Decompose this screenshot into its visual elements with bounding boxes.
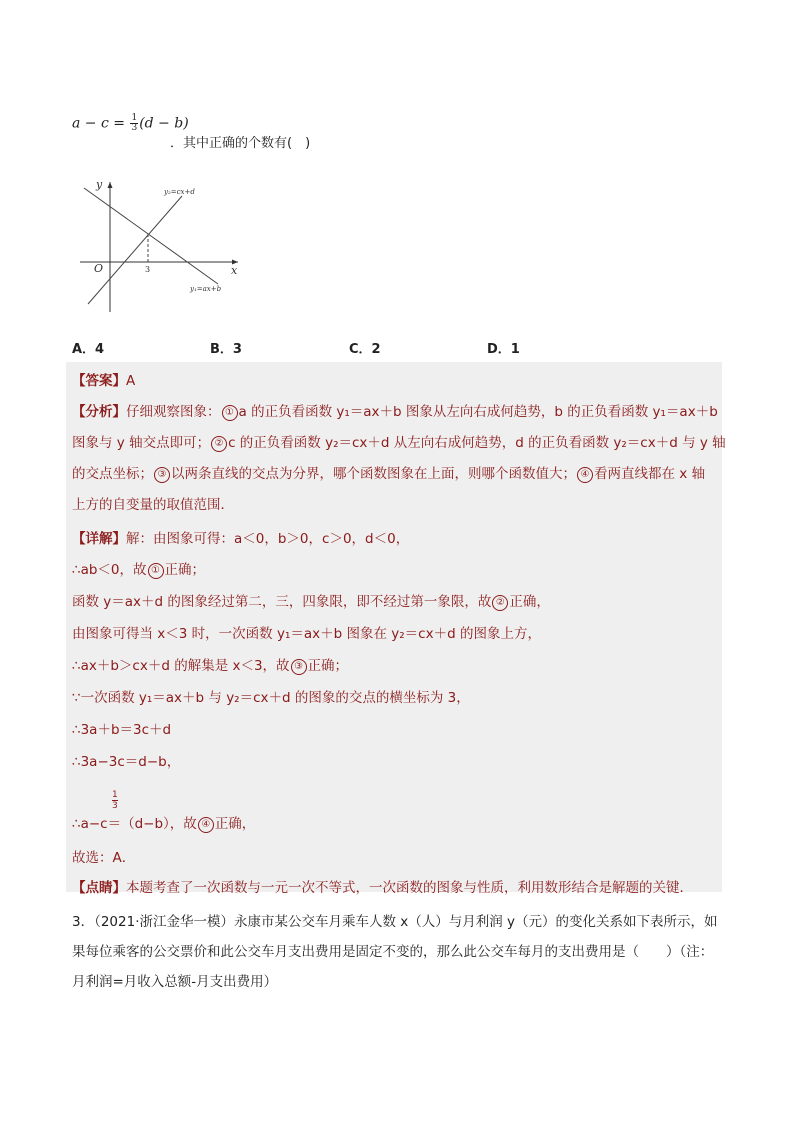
line-y1	[84, 188, 218, 284]
detail-line-3	[72, 590, 550, 611]
detail-text: 正确；	[307, 658, 349, 674]
answer-value: A	[126, 373, 136, 389]
circled-number: ②	[211, 436, 227, 452]
question-3-line-1: 3．（2021·浙江金华一模）永康市某公交车月乘车人数 x（人）与月利润 y（元）的变化关系如下表所示，如	[72, 914, 718, 930]
detail-text: 正确，	[214, 816, 256, 832]
detail-line-8: ∴3a−3c＝d−b，	[72, 754, 181, 770]
detail-line-7: ∴3a＋b＝3c＋d	[72, 722, 172, 738]
detail-text: 解：由图象可得：a＜0，b＞0，c＞0，d＜0，	[126, 531, 410, 547]
analysis-text: 仔细观察图象：	[126, 404, 221, 420]
analysis-text: 图象与 y 轴交点即可；	[72, 435, 211, 451]
line-y1-label: y₁=ax+b	[190, 285, 222, 293]
answer-line	[72, 369, 135, 389]
analysis-line-3	[72, 462, 705, 483]
detail-text: 函数 y＝ax＋d 的图象经过第二，三，四象限，即不经过第一象限，故	[72, 594, 492, 610]
analysis-line-2	[72, 431, 726, 452]
fraction-denominator: 3	[112, 801, 118, 811]
detail-line-4: 由图象可得当 x＜3 时，一次函数 y₁＝ax＋b 图象在 y₂＝cx＋d 的图象上方，	[72, 626, 541, 642]
detail-line-9	[72, 812, 255, 833]
analysis-tag: 【分析】	[72, 404, 126, 420]
y-axis-label: y	[96, 178, 103, 191]
analysis-text: 的交点坐标；	[72, 466, 153, 482]
circled-number: ③	[291, 659, 307, 675]
question-3-line-2: 果每位乘客的公交票价和此公交车月支出费用是固定不变的，那么此公交车每月的支出费用是（ ）（注：	[72, 944, 714, 960]
formula-right: (d − b)	[139, 115, 189, 132]
choice-b[interactable]: B．3	[210, 342, 242, 357]
question-formula	[72, 114, 189, 133]
analysis-text: 看两直线都在 x 轴	[594, 466, 706, 482]
circled-number: ③	[154, 467, 170, 483]
analysis-text: 以两条直线的交点为分界，哪个函数图象在上面，则哪个函数值大；	[171, 466, 576, 482]
function-graph	[78, 170, 248, 316]
answer-tag: 【答案】	[72, 373, 126, 389]
tick-label-3: 3	[145, 265, 151, 274]
comment-tag: 【点睛】	[72, 880, 126, 896]
origin-label: O	[94, 262, 104, 275]
comment-line	[72, 876, 693, 896]
detail-fraction	[112, 790, 118, 811]
detail-text: ∴ab＜0，故	[72, 562, 147, 578]
choice-c[interactable]: C．2	[349, 342, 381, 357]
detail-text: ∴ax＋b＞cx＋d 的解集是 x＜3，故	[72, 658, 290, 674]
fraction-denominator: 3	[131, 123, 138, 133]
detail-line-6: ∵一次函数 y₁＝ax＋b 与 y₂＝cx＋d 的图象的交点的横坐标为 3，	[72, 690, 470, 706]
question-prompt: ．其中正确的个数有( )	[170, 136, 311, 151]
detail-line-5	[72, 654, 348, 675]
comment-text: 本题考查了一次函数与一元一次不等式，一次函数的图象与性质，利用数形结合是解题的关键．	[126, 880, 693, 896]
analysis-text: c 的正负看函数 y₂＝cx＋d 从左向右成何趋势，d 的正负看函数 y₂＝cx＋d 与 y 轴	[228, 435, 726, 451]
formula-left: a − c =	[72, 115, 130, 132]
fraction-numerator: 1	[112, 790, 118, 800]
analysis-text: a 的正负看函数 y₁＝ax＋b 图象从左向右成何趋势，b 的正负看函数 y₁＝ax＋b	[238, 404, 718, 420]
circled-number: ①	[222, 405, 238, 421]
circled-number: ①	[148, 563, 164, 579]
line-y2-label: y₂=cx+d	[164, 188, 195, 196]
x-axis-label: x	[231, 264, 238, 277]
circled-number: ④	[198, 817, 214, 833]
analysis-line-1	[72, 400, 718, 421]
line-y2	[88, 196, 182, 304]
analysis-line-4: 上方的自变量的取值范围．	[72, 497, 234, 513]
detail-text: ∴a−c＝	[72, 816, 122, 832]
choice-d[interactable]: D．1	[487, 342, 520, 357]
detail-text: 正确，	[509, 594, 550, 610]
circled-number: ④	[577, 467, 593, 483]
choice-a[interactable]: A．4	[72, 342, 105, 357]
fraction-numerator: 1	[131, 113, 138, 123]
detail-line-1	[72, 527, 409, 547]
detail-line-10: 故选：A．	[72, 850, 136, 866]
y-axis-arrow	[108, 182, 113, 188]
detail-text: （d−b），故	[121, 816, 197, 832]
formula-fraction	[130, 114, 138, 133]
question-3-line-3: 月利润=月收入总额-月支出费用）	[72, 974, 278, 990]
detail-line-2	[72, 558, 205, 579]
detail-tag: 【详解】	[72, 531, 126, 547]
detail-text: 正确；	[164, 562, 206, 578]
circled-number: ②	[492, 595, 508, 611]
